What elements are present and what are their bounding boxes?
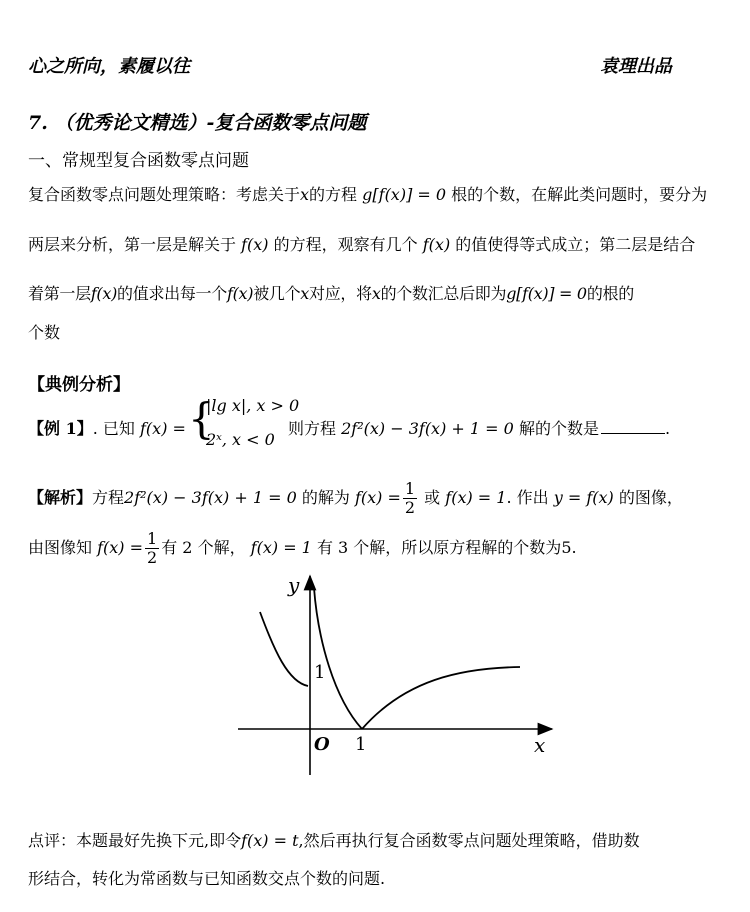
- solution-line-2: [28, 530, 577, 567]
- math-x: x: [371, 284, 381, 303]
- fraction-numerator: 1: [404, 479, 416, 498]
- x-axis-label: x: [534, 733, 546, 757]
- piece-case-2: 2ˣ, x < 0: [206, 430, 275, 449]
- strategy-text: 着第一层: [28, 284, 91, 303]
- strategy-text: 的方程，观察有几个: [273, 235, 418, 254]
- math-fx: f(x): [422, 235, 451, 254]
- strategy-text: 对应，将: [309, 284, 372, 303]
- comment-line-1: [28, 828, 640, 851]
- example-line: [28, 416, 186, 439]
- solution-line-1: [28, 480, 683, 517]
- comment-substitution: f(x) = t: [241, 831, 299, 850]
- example-period: .: [664, 419, 671, 438]
- section-title: 7. （优秀论文精选）-复合函数零点问题: [28, 112, 367, 134]
- solution-fx: f(x) =: [354, 488, 401, 507]
- strategy-line-2: [28, 232, 695, 255]
- strategy-text: 复合函数零点问题处理策略：考虑关于: [28, 185, 301, 204]
- solution-fx-1: f(x) = 1: [250, 538, 312, 557]
- solution-text: 的解为: [301, 488, 350, 507]
- strategy-text: 的根的: [586, 284, 634, 303]
- example-equation: 2f²(x) − 3f(x) + 1 = 0: [341, 419, 514, 438]
- solution-yfx: y = f(x): [553, 488, 614, 507]
- header-motto: 心之所向，素履以往: [28, 56, 190, 77]
- comment-line-2: 形结合，转化为常函数与已知函数交点个数的问题.: [28, 869, 386, 888]
- header-author: 袁理出品: [600, 56, 672, 77]
- solution-text: 或: [424, 488, 441, 507]
- solution-text: 方程: [92, 488, 125, 507]
- strategy-text: 根的个数，在解此类问题时，要分为: [451, 185, 708, 204]
- math-equation: g[f(x)] = 0: [362, 185, 447, 204]
- fraction-numerator: 1: [147, 529, 158, 548]
- strategy-line-4: 个数: [28, 323, 61, 342]
- solution-fx-1: f(x) = 1: [445, 488, 507, 507]
- fraction-half: [403, 480, 417, 517]
- solution-text: 有 2 个解，: [161, 538, 246, 557]
- comment-text: ,然后再执行复合函数零点问题处理策略，借助数: [298, 831, 640, 850]
- solution-text: 由图像知: [28, 538, 93, 557]
- x-tick-1: 1: [355, 734, 367, 755]
- example-then: 则方程: [288, 419, 337, 438]
- strategy-text: 的值求出每一个: [117, 284, 227, 303]
- comment-text: 点评：本题最好先换下元,即令: [28, 831, 242, 850]
- piece-case-1: |lg x|, x > 0: [206, 396, 300, 415]
- solution-answer: 5: [561, 538, 572, 557]
- solution-text: 的图像，: [618, 488, 683, 507]
- math-x: x: [300, 185, 310, 204]
- strategy-text: 的个数汇总后即为: [380, 284, 507, 303]
- example-label: 【例 1】: [28, 419, 93, 438]
- origin-label: O: [314, 734, 330, 755]
- example-tail: [288, 416, 670, 439]
- solution-end: .: [571, 538, 577, 557]
- brace-icon: {: [188, 394, 215, 443]
- solution-equation: 2f²(x) − 3f(x) + 1 = 0: [124, 488, 297, 507]
- y-tick-1: 1: [314, 662, 326, 683]
- strategy-text: 的方程: [309, 185, 358, 204]
- strategy-line-3: [28, 281, 634, 304]
- curve-log-left-branch: [314, 588, 362, 729]
- solution-fx: f(x) =: [97, 538, 144, 557]
- example-fdef: f(x) =: [140, 419, 186, 438]
- curve-log-right-branch: [362, 667, 520, 729]
- solution-text: 有 3 个解，所以原方程解的个数为: [316, 538, 562, 557]
- example-known: . 已知: [92, 419, 135, 438]
- math-x: x: [300, 284, 310, 303]
- math-fx: f(x): [226, 284, 254, 303]
- function-graph: [230, 570, 560, 785]
- math-fx: f(x): [90, 284, 118, 303]
- strategy-line-1: [28, 182, 707, 205]
- strategy-text: 两层来分析，第一层是解关于: [28, 235, 237, 254]
- example-tail-text: 解的个数是: [518, 419, 599, 438]
- solution-label: 【解析】: [28, 488, 93, 507]
- curve-exp-branch: [260, 612, 308, 686]
- strategy-text: 被几个: [253, 284, 301, 303]
- answer-blank: [601, 419, 665, 434]
- y-axis-label: y: [288, 573, 300, 597]
- fraction-half: [145, 530, 159, 567]
- math-equation: g[f(x)] = 0: [506, 284, 587, 303]
- math-fx: f(x): [241, 235, 269, 254]
- fraction-denominator: 2: [147, 548, 158, 567]
- subsection-title: 一、常规型复合函数零点问题: [28, 151, 249, 171]
- typical-heading: 【典例分析】: [28, 375, 130, 395]
- solution-text: . 作出: [506, 488, 549, 507]
- strategy-text: 的值使得等式成立；第二层是结合: [455, 235, 696, 254]
- fraction-denominator: 2: [404, 498, 416, 517]
